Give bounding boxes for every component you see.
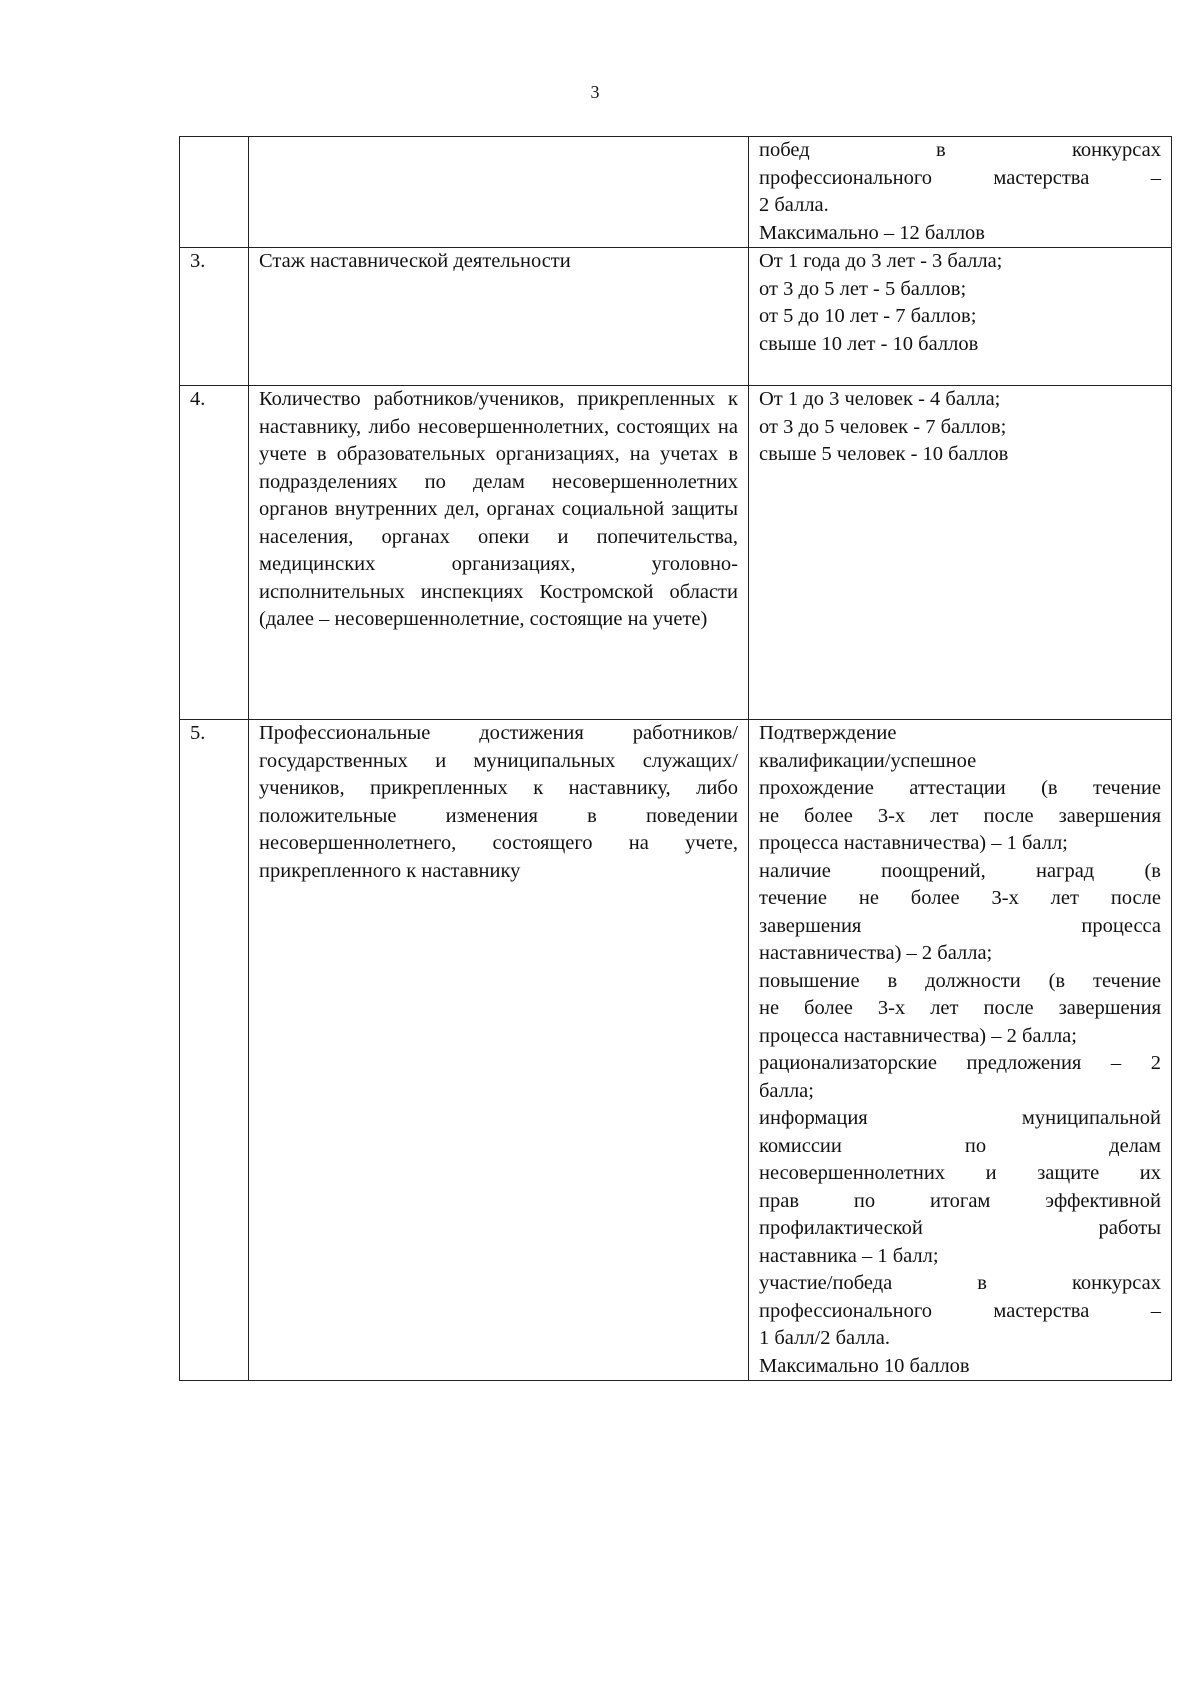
score-line: свыше 10 лет - 10 баллов <box>759 332 979 355</box>
score-cell <box>749 137 1172 248</box>
score-line: от 5 до 10 лет - 7 баллов; <box>759 305 977 327</box>
score-line: прохождение аттестации (в течение <box>759 777 1161 799</box>
table-row <box>180 386 1172 720</box>
score-line: 1 балл/2 балла. <box>759 1327 891 1349</box>
score-line: от 3 до 5 лет - 5 баллов; <box>759 277 967 300</box>
row-number-cell: 5. <box>180 720 249 1381</box>
score-line: Максимально – 12 баллов <box>759 221 985 244</box>
criterion-cell: Профессиональные достижения работников/государственных и муниципальных служащих/учеников, прикрепленных к наставнику, либо положительные изменения в поведении несовершеннолетнего, состоящего на учете, прикрепленного к наставнику <box>249 720 749 1381</box>
row-number-cell: 4. <box>180 386 249 720</box>
page-number: 3 <box>590 82 600 102</box>
score-line: прав по итогам эффективной <box>759 1189 1161 1212</box>
score-line: участие/победа в конкурсах <box>759 1272 1161 1294</box>
score-line: От 1 года до 3 лет - 3 балла; <box>759 250 1003 272</box>
score-line: свыше 5 человек - 10 баллов <box>759 443 1009 465</box>
score-line: комиссии по делам <box>759 1134 1161 1157</box>
table-row <box>180 137 1172 248</box>
score-cell <box>749 720 1172 1381</box>
score-line: информация муниципальной <box>759 1107 1161 1129</box>
score-line: повышение в должности (в течение <box>759 969 1161 992</box>
row-number-cell <box>180 137 249 248</box>
score-line: наставника – 1 балл; <box>759 1244 939 1267</box>
score-line: профилактической работы <box>759 1217 1161 1239</box>
score-line: профессионального мастерства – <box>759 166 1161 189</box>
score-line: От 1 до 3 человек - 4 балла; <box>759 388 1001 410</box>
row-number-cell: 3. <box>180 248 249 386</box>
criterion-cell <box>249 137 749 248</box>
criterion-cell: Стаж наставнической деятельности <box>249 248 749 386</box>
score-line: побед в конкурсах <box>759 139 1161 161</box>
score-line: Подтверждение <box>759 722 897 744</box>
score-line: течение не более 3-х лет после <box>759 887 1161 909</box>
score-cell <box>749 386 1172 720</box>
score-cell <box>749 248 1172 386</box>
score-line: рационализаторские предложения – 2 <box>759 1052 1161 1074</box>
score-line: 2 балла. <box>759 194 829 216</box>
score-line: несовершеннолетних и защите их <box>759 1162 1161 1184</box>
table-row <box>180 720 1172 1381</box>
score-line: балла; <box>759 1079 814 1102</box>
score-line: Максимально 10 баллов <box>759 1354 970 1377</box>
score-line: не более 3-х лет после завершения <box>759 997 1161 1019</box>
score-line: наставничества) – 2 балла; <box>759 942 993 964</box>
criteria-table <box>179 136 1172 1381</box>
score-line: процесса наставничества) – 1 балл; <box>759 832 1068 854</box>
score-line: профессионального мастерства – <box>759 1299 1161 1322</box>
score-line: завершения процесса <box>759 914 1161 937</box>
criterion-cell: Количество работников/учеников, прикрепленных к наставнику, либо несовершеннолетних, состоящих на учете в образовательных организациях, на учетах в подразделениях по делам несовершеннолетних органов внутренних дел, органах социальной защиты населения, органах опеки и попечительства, медицинских организациях, уголовно-исполнительных инспекциях Костромской области (далее – несовершеннолетние, состоящие на учете) <box>249 386 749 720</box>
score-line: наличие поощрений, наград (в <box>759 859 1161 882</box>
score-line: от 3 до 5 человек - 7 баллов; <box>759 415 1007 438</box>
score-line: не более 3-х лет после завершения <box>759 804 1161 827</box>
table-row <box>180 248 1172 386</box>
score-line: процесса наставничества) – 2 балла; <box>759 1024 1077 1047</box>
score-line: квалификации/успешное <box>759 749 977 772</box>
